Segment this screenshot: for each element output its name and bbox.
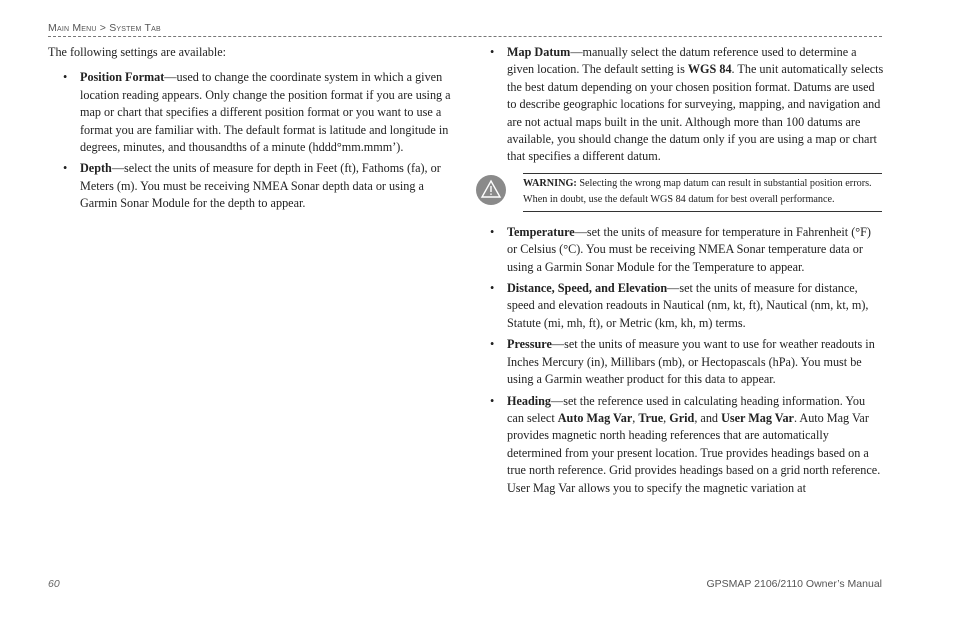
description: —manually select the datum reference used to determine a given location. The default setting is bbox=[507, 45, 857, 77]
option-auto-mag-var: Auto Mag Var bbox=[557, 410, 633, 425]
default-datum: WGS 84 bbox=[687, 62, 732, 77]
settings-list-right bbox=[490, 44, 884, 166]
description: —set the units of measure you want to use for weather readouts in Inches Mercury (in), Millibars (mb), or Hectopascals (hPa). You must be using a Garmin weather product for this data to appear. bbox=[507, 337, 875, 387]
list-item-temperature bbox=[490, 224, 884, 276]
warning-text: Selecting the wrong map datum can result in substantial position errors. When in doubt, use the default WGS 84 datum for best overall performance. bbox=[523, 177, 872, 205]
term: Position Format bbox=[80, 70, 165, 85]
list-item-position-format bbox=[63, 69, 458, 156]
option-grid: Grid bbox=[669, 410, 695, 425]
term: Heading bbox=[507, 393, 552, 408]
bullet: • bbox=[490, 281, 495, 296]
page-number: 60 bbox=[48, 578, 60, 590]
description: —set the reference used in calculating heading information. You can select bbox=[507, 393, 866, 425]
header-divider bbox=[48, 36, 882, 37]
separator: , and bbox=[694, 410, 722, 425]
separator: , bbox=[663, 410, 670, 425]
separator: , bbox=[632, 410, 639, 425]
bullet: • bbox=[490, 224, 495, 239]
manual-title: GPSMAP 2106/2110 Owner’s Manual bbox=[706, 578, 882, 590]
list-item-pressure bbox=[490, 336, 884, 388]
term: Map Datum bbox=[507, 45, 571, 59]
list-item-distance-speed-elevation bbox=[490, 280, 884, 332]
bullet: • bbox=[490, 393, 495, 408]
option-user-mag-var: User Mag Var bbox=[721, 410, 794, 425]
description: —set the units of measure for distance, speed and elevation readouts in Nautical (nm, kt, ft), Nautical (nm, kt, m), Statute (mi, mh, ft), or Metric (km, kh, m) terms. bbox=[507, 281, 869, 330]
description: . Auto Mag Var provides magnetic north heading references that are automatically determined from your present location. True provides headings based on a true north reference. Grid provides headings based on a grid north reference. User Mag Var allows you to specify the magnetic variation at bbox=[507, 410, 881, 495]
term: Distance, Speed, and Elevation bbox=[507, 281, 668, 296]
intro-text: The following settings are available: bbox=[48, 45, 227, 59]
description: —used to change the coordinate system in which a given location reading appears. Only change the position format if you are using a map or chart that specifies a different position format or you want to use a format you are familiar with. The default format is latitude and longitude in degrees, minutes, and thousandths of a minute (hddd°mm.mmm’). bbox=[80, 70, 451, 155]
term: Pressure bbox=[507, 337, 552, 352]
bullet: • bbox=[63, 161, 68, 176]
bullet: • bbox=[63, 70, 68, 85]
term: Temperature bbox=[507, 224, 575, 239]
list-item-heading bbox=[490, 393, 884, 497]
warning-icon bbox=[475, 174, 507, 206]
bullet: • bbox=[490, 337, 495, 352]
warning-box bbox=[523, 173, 882, 212]
breadcrumb: Main Menu > System Tab bbox=[48, 22, 161, 34]
description: —set the units of measure for temperature in Fahrenheit (°F) or Celsius (°C). You must be receiving NMEA Sonar temperature data or using a Garmin Sonar Module for the Temperature to appear. bbox=[507, 224, 871, 274]
option-true: True bbox=[638, 410, 664, 425]
settings-list-left bbox=[48, 69, 458, 212]
bullet: • bbox=[490, 45, 495, 59]
warning-label: WARNING: bbox=[523, 177, 577, 189]
left-column bbox=[48, 44, 458, 217]
list-item-map-datum bbox=[490, 44, 884, 166]
description: . The unit automatically selects the best datum depending on your chosen position format. Datums are used to describe geographic locations for surveying, mapping, and navigation and are not actual maps built in the unit. Although more than 100 datums are available, you should change the datum only if you are using a map or chart that specifies a different datum. bbox=[507, 62, 884, 164]
description: —select the units of measure for depth in Feet (ft), Fathoms (fa), or Meters (m). You must be receiving NMEA Sonar depth data or using a Garmin Sonar Module for the depth to appear. bbox=[80, 161, 441, 211]
settings-list-right-2 bbox=[490, 224, 884, 497]
right-column bbox=[490, 44, 884, 501]
term: Depth bbox=[80, 161, 112, 176]
list-item-depth bbox=[63, 160, 458, 212]
